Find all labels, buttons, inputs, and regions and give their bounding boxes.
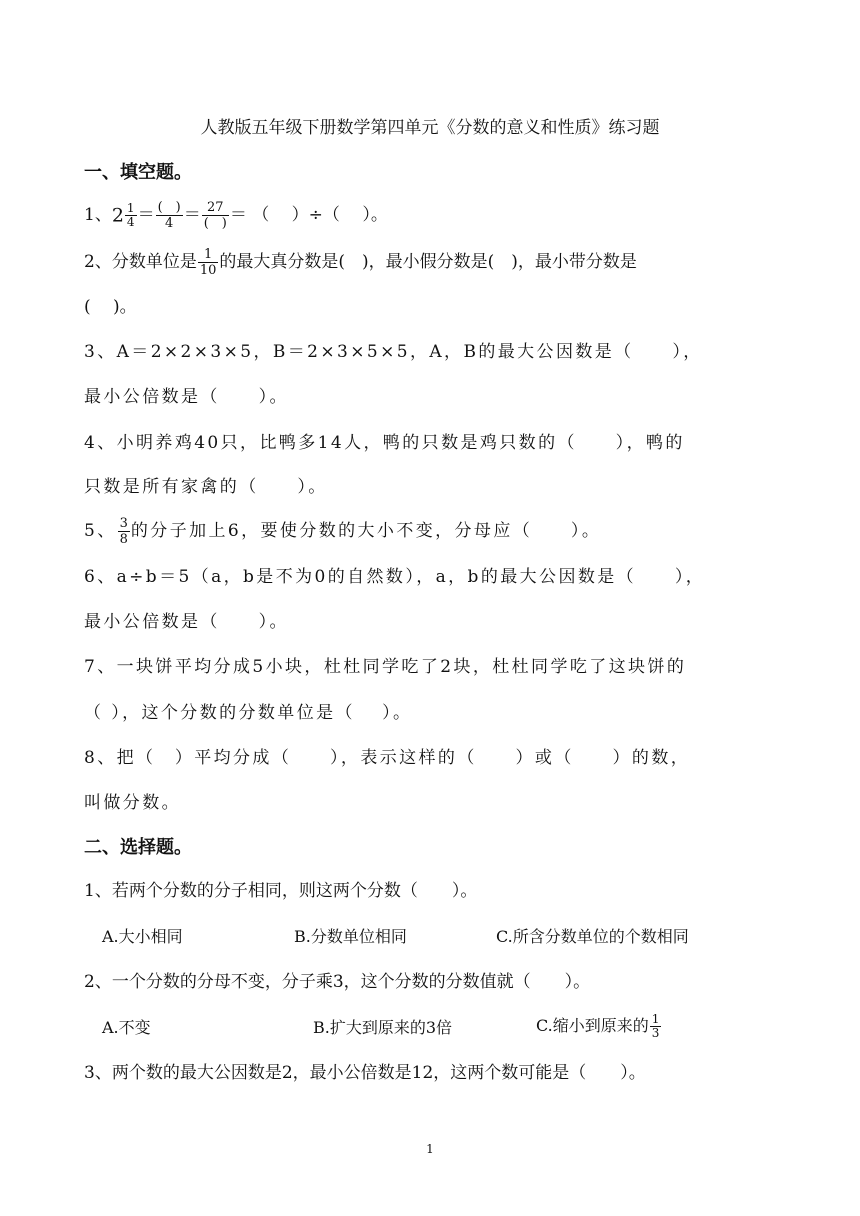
option-c: C.所含分数单位的个数相同 [496, 927, 689, 946]
fraction: $\frac{1}{10}$ [199, 247, 217, 278]
fraction: $\frac{1}{4}$ [126, 201, 135, 229]
question-1-4: 4、小明养鸡40只，比鸭多14人，鸭的只数是鸡只数的（ ），鸭的 [84, 433, 685, 453]
question-2-1: 1、若两个分数的分子相同，则这两个分数（ ）。 [84, 881, 478, 901]
question-2-3: 3、两个数的最大公因数是2，最小公倍数是12，这两个数可能是（ ）。 [84, 1063, 646, 1083]
question-1-6: 6、a÷b＝5（a，b是不为0的自然数），a，b的最大公因数是（ ）， [84, 567, 706, 587]
fraction: $\frac{3}{8}$ [119, 516, 128, 547]
question-1-1: 1、2 $\frac{1}{4}$ ＝ $\frac{( )}{4}$ ＝ $\frac{27}{( )}$ ＝ （ ）÷（ ）。 [84, 200, 388, 231]
question-2-2: 2、一个分数的分母不变，分子乘3，这个分数的分数值就（ ）。 [84, 972, 591, 992]
question-1-5: 5、 $\frac{3}{8}$ 的分子加上6，要使分数的大小不变，分母应（ ）。 [84, 516, 602, 547]
question-1-8: 8、把（ ）平均分成（ ），表示这样的（ ）或（ ）的数， [84, 748, 691, 768]
option-a: A.不变 [102, 1018, 151, 1037]
question-1-7: 7、一块饼平均分成5小块，杜杜同学吃了2块，杜杜同学吃了这块饼的 [84, 657, 687, 677]
option-b: B.分数单位相同 [294, 927, 407, 946]
fraction: $\frac{27}{( )}$ [203, 200, 227, 231]
section-heading-choice: 二、选择题。 [84, 837, 192, 858]
question-1-3: 3、A＝2×2×3×5，B＝2×3×5×5，A，B的最大公因数是（ ）， [84, 342, 703, 362]
option-a: A.大小相同 [102, 927, 183, 946]
fraction: $\frac{1}{3}$ [651, 1012, 660, 1040]
section-heading-fill-in: 一、填空题。 [84, 162, 192, 183]
question-1-2-cont: ( )。 [84, 297, 137, 317]
question-1-7-cont: （ ），这个分数的分数单位是（ ）。 [84, 703, 413, 723]
question-1-2: 2、分数单位是 $\frac{1}{10}$ 的最大真分数是( )，最小假分数是( )，最小带分数是 [84, 247, 637, 278]
fraction: $\frac{( )}{4}$ [157, 200, 181, 231]
option-b: B.扩大到原来的3倍 [313, 1018, 453, 1037]
page-title: 人教版五年级下册数学第四单元《分数的意义和性质》练习题 [200, 118, 660, 138]
question-1-4-cont: 只数是所有家禽的（ ）。 [84, 477, 328, 497]
question-1-3-cont: 最小公倍数是（ ）。 [84, 387, 289, 407]
question-1-8-cont: 叫做分数。 [84, 793, 181, 813]
question-1-6-cont: 最小公倍数是（ ）。 [84, 612, 289, 632]
option-c: C.缩小到原来的 $\frac{1}{3}$ [536, 1012, 660, 1040]
page-number: 1 [426, 1142, 434, 1156]
